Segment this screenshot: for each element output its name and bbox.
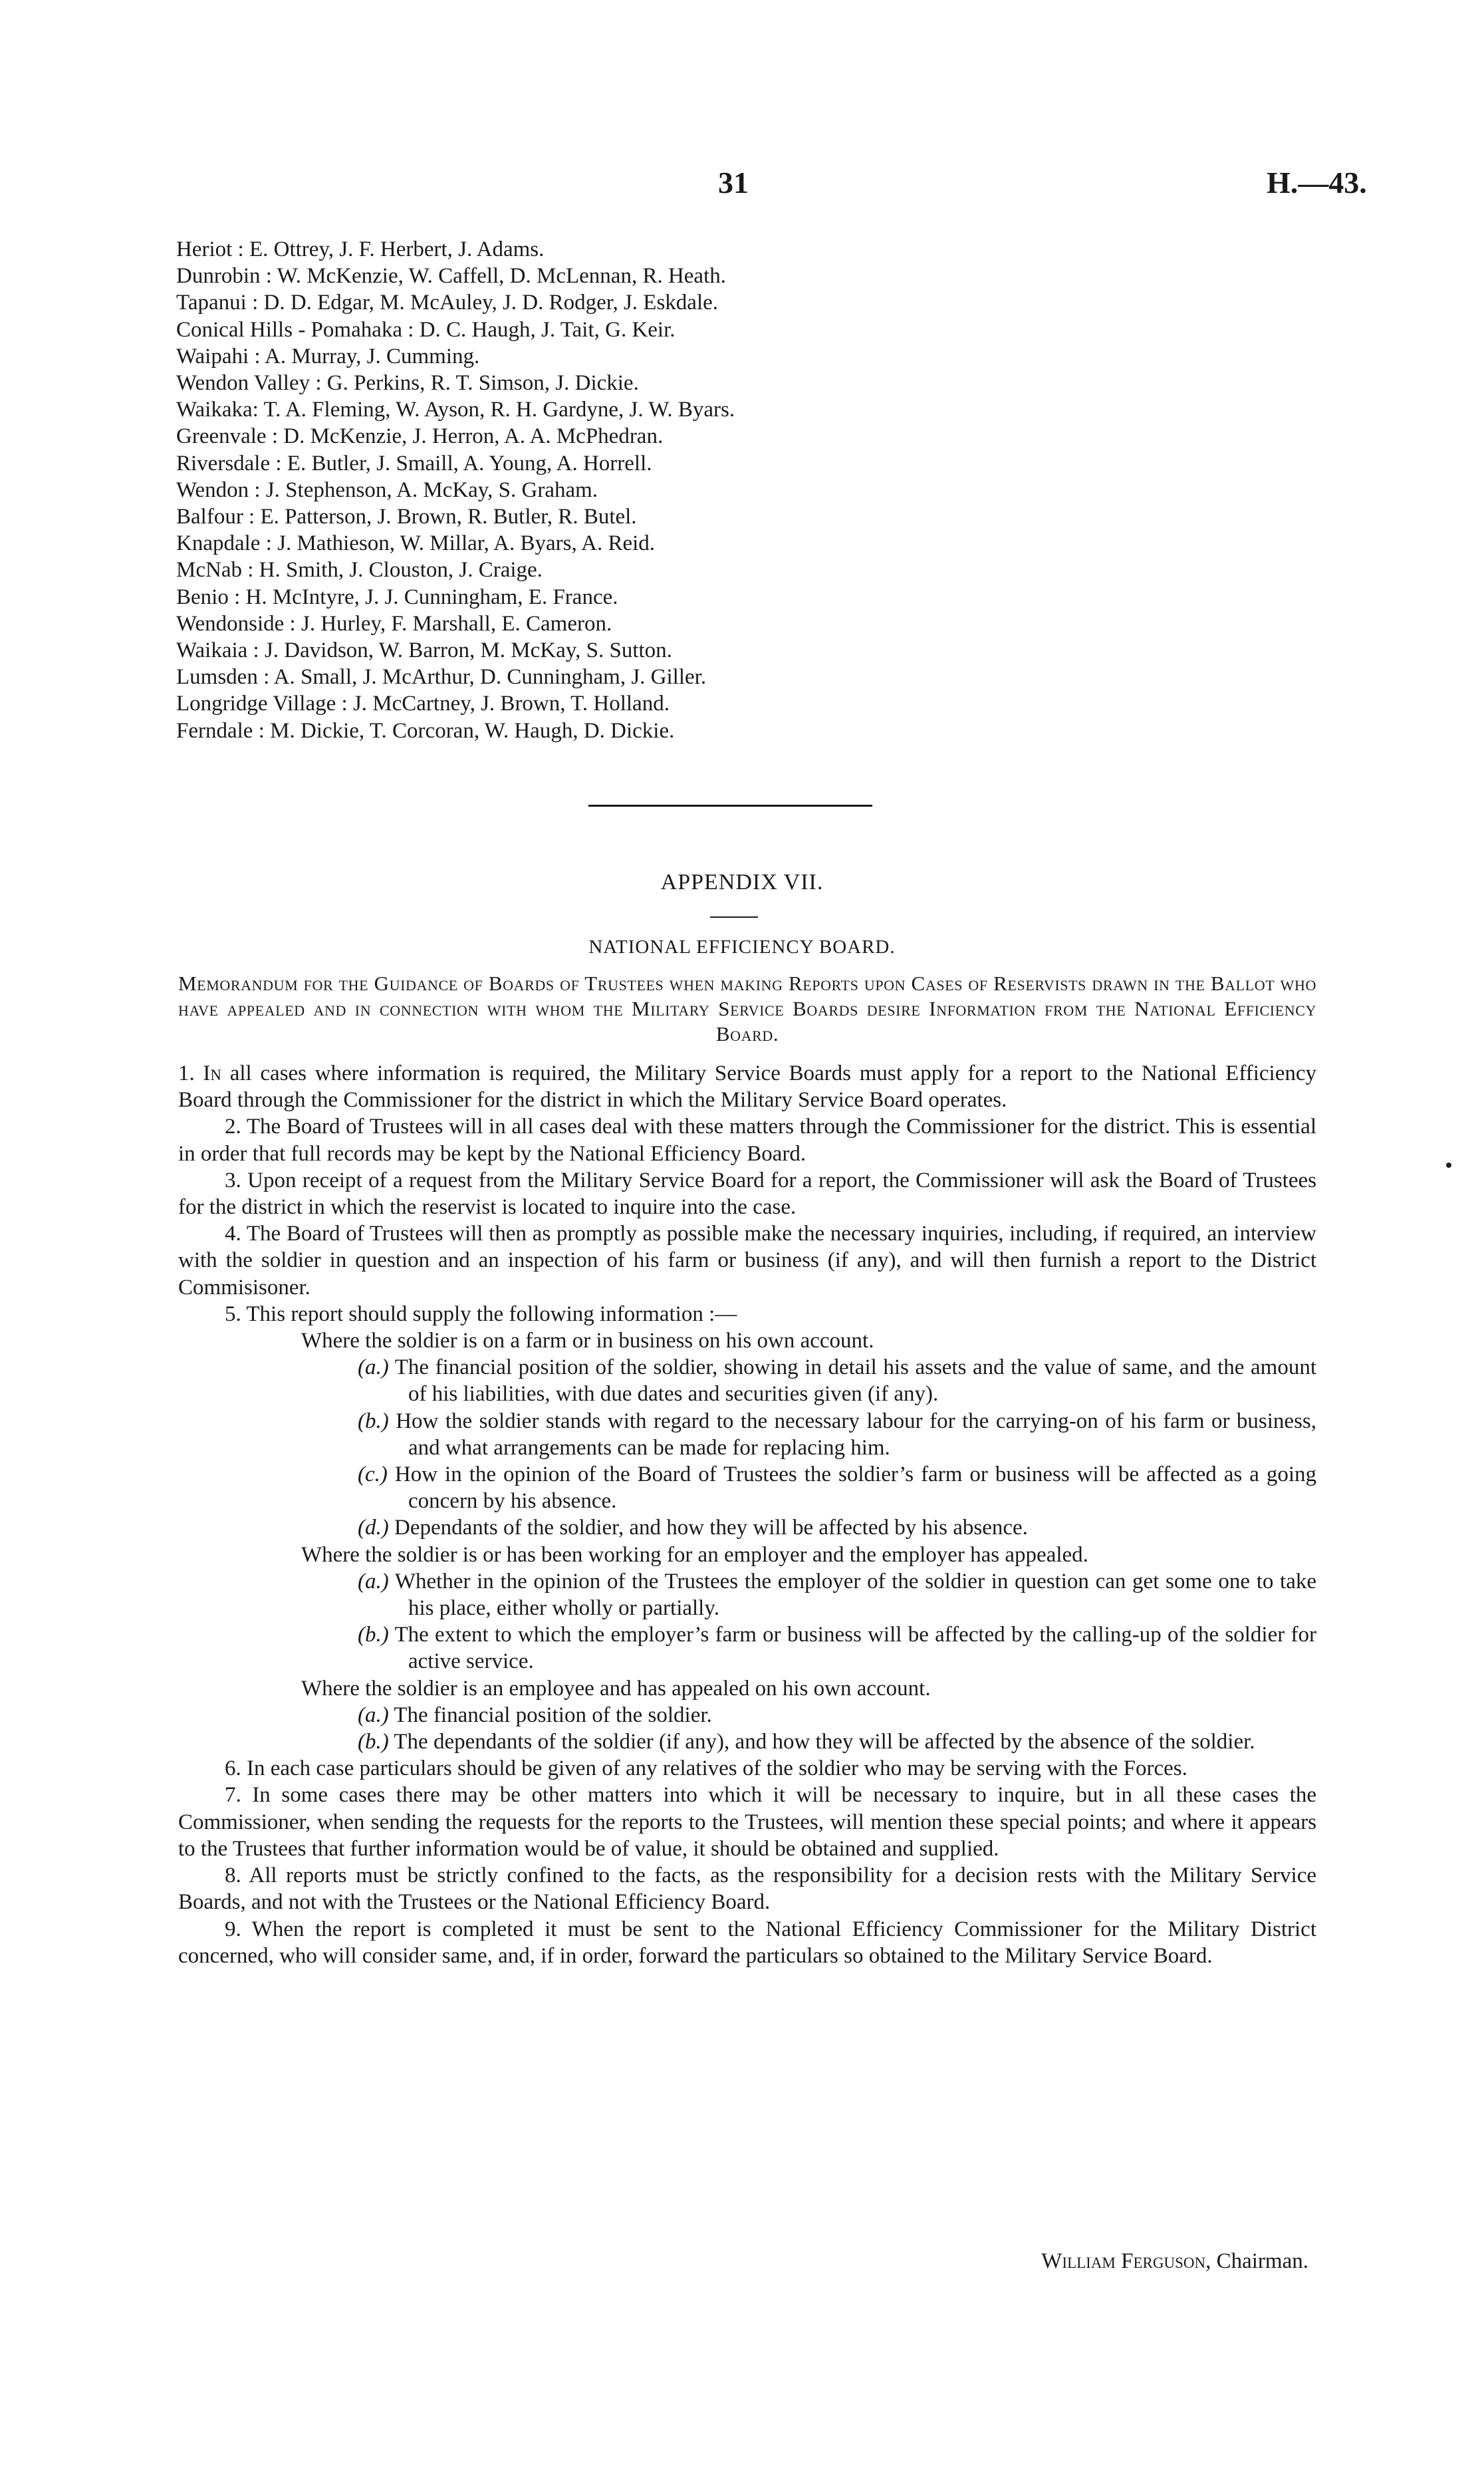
trustee-names: D. D. Edgar, M. McAuley, J. D. Rodger, J. Eskdale. <box>263 291 719 315</box>
trustee-names: J. Mathieson, W. Millar, A. Byars, A. Reid. <box>277 531 656 556</box>
trustee-names: E. Ottrey, J. F. Herbert, J. Adams. <box>249 237 545 261</box>
trustee-names: H. McIntyre, J. J. Cunningham, E. France. <box>245 585 618 609</box>
trustee-names: G. Perkins, R. T. Simson, J. Dickie. <box>326 371 639 396</box>
list-item <box>358 1621 1316 1675</box>
item-text: The financial position of the soldier, showing in detail his assets and the value of same, and the amount of his liabilities, with due dates and securities given (if any). <box>394 1355 1316 1407</box>
trustee-names: D. C. Haugh, J. Tait, G. Keir. <box>419 317 676 342</box>
trustee-row <box>176 317 1306 343</box>
paragraph-9: 9. When the report is completed it must be sent to the National Efficiency Commissioner for the Military District concerned, who will consider same, and, if in order, forward the particulars so obtained to the Military Service Board. <box>178 1917 1316 1968</box>
trustee-names: J. McCartney, J. Brown, T. Holland. <box>352 692 670 716</box>
section-heading: Where the soldier is on a farm or in business on his own account. <box>301 1329 874 1353</box>
trustee-names: M. Dickie, T. Corcoran, W. Haugh, D. Dickie. <box>270 718 675 743</box>
trustee-row <box>176 637 1306 664</box>
item-text: Dependants of the soldier, and how they will be affected by his absence. <box>394 1516 1028 1540</box>
section-heading: Where the soldier is an employee and has appealed on his own account. <box>301 1676 931 1701</box>
district-name: Lumsden : <box>176 665 270 690</box>
trustee-row <box>176 530 1306 557</box>
trustee-row <box>176 690 1306 717</box>
trustees-list <box>176 236 1306 744</box>
trustee-row <box>176 263 1306 289</box>
list-item <box>358 1514 1316 1541</box>
district-name: Waikaka: <box>176 398 259 422</box>
item-text: The dependants of the soldier (if any), and how they will be affected by the absence of the soldier. <box>394 1730 1255 1754</box>
district-name: Conical Hills - Pomahaka : <box>176 317 414 342</box>
item-label: (c.) <box>358 1462 388 1487</box>
trustee-names: T. A. Fleming, W. Ayson, R. H. Gardyne, J. W. Byars. <box>263 398 735 422</box>
district-name: Riversdale : <box>176 451 282 476</box>
section-heading: Where the soldier is or has been working for an employer and the employer has appealed. <box>301 1542 1088 1567</box>
trustee-row <box>176 718 1306 744</box>
district-name: Waipahi : <box>176 344 261 368</box>
list-item <box>358 1728 1316 1755</box>
section-divider <box>588 805 872 807</box>
list-item <box>358 1702 1316 1728</box>
item-label: (b.) <box>358 1409 389 1433</box>
item-label: (a.) <box>358 1703 389 1727</box>
paragraph-lead: 1. In <box>178 1061 222 1085</box>
memorandum-body <box>178 1060 1316 1969</box>
trustee-row <box>176 664 1306 690</box>
trustee-row <box>176 236 1306 263</box>
paragraph-6: 6. In each case particulars should be given of any relatives of the soldier who may be serving with the Forces. <box>225 1756 1187 1781</box>
trustee-row <box>176 557 1306 583</box>
signatory-name: William Ferguson, <box>1041 2249 1211 2273</box>
trustee-names: A. Small, J. McArthur, D. Cunningham, J. Giller. <box>273 665 707 690</box>
list-item <box>358 1568 1316 1621</box>
item-label: (d.) <box>358 1516 389 1540</box>
margin-mark <box>1446 1163 1451 1168</box>
trustee-names: J. Hurley, F. Marshall, E. Cameron. <box>301 611 612 636</box>
memorandum-title: Memorandum for the Guidance of Boards of Trustees when making Reports upon Cases of Reservists drawn in the Ballot who have appealed and in connection with whom the Military Service Boards desire Information from the National Efficiency Board. <box>178 972 1316 1045</box>
district-name: Wendon Valley : <box>176 371 322 396</box>
trustee-names: H. Smith, J. Clouston, J. Craige. <box>259 558 543 583</box>
trustee-row <box>176 477 1306 503</box>
item-label: (b.) <box>358 1730 389 1754</box>
trustee-row <box>176 450 1306 477</box>
district-name: Heriot : <box>176 237 244 261</box>
document-reference: H.—43. <box>1267 166 1367 200</box>
trustee-row <box>176 396 1306 423</box>
trustee-row <box>176 423 1306 450</box>
district-name: Greenvale : <box>176 424 278 449</box>
district-name: Ferndale : <box>176 718 265 743</box>
list-item <box>358 1408 1316 1461</box>
paragraph-5: 5. This report should supply the following information :— <box>225 1302 737 1326</box>
trustee-names: E. Patterson, J. Brown, R. Butler, R. Butel. <box>260 505 637 529</box>
trustee-names: J. Davidson, W. Barron, M. McKay, S. Sutton. <box>264 638 672 663</box>
signature <box>903 2249 1308 2274</box>
paragraph-8: 8. All reports must be strictly confined to the facts, as the responsibility for a decision rests with the Military Service Boards, and not with the Trustees or the National Efficiency Board. <box>178 1863 1316 1915</box>
district-name: McNab : <box>176 558 254 583</box>
title-underline <box>710 916 758 918</box>
district-name: Waikaia : <box>176 638 259 663</box>
board-title: NATIONAL EFFICIENCY BOARD. <box>588 936 896 958</box>
trustee-row <box>176 503 1306 530</box>
paragraph-3: 3. Upon receipt of a request from the Military Service Board for a report, the Commissioner will ask the Board of Trustees for the district in which the reservist is located to inquire into the case. <box>178 1168 1316 1220</box>
trustee-names: J. Stephenson, A. McKay, S. Graham. <box>265 478 598 502</box>
item-label: (a.) <box>358 1355 389 1380</box>
trustee-row <box>176 343 1306 370</box>
item-text: How in the opinion of the Board of Trustees the soldier’s farm or business will be affected as a going concern by his absence. <box>394 1462 1317 1514</box>
page-number: 31 <box>718 166 749 200</box>
paragraph-7: 7. In some cases there may be other matters into which it will be necessary to inquire, but in all these cases the Commissioner, when sending the requests for the reports to the Trustees, will mention these special points; and where it appears to the Trustees that further information would be of value, it should be obtained and supplied. <box>178 1783 1316 1861</box>
district-name: Wendon : <box>176 478 261 502</box>
list-item <box>358 1354 1316 1407</box>
item-text: Whether in the opinion of the Trustees the employer of the soldier in question can get some one to take his place, either wholly or partially. <box>394 1569 1317 1621</box>
trustee-row <box>176 584 1306 611</box>
district-name: Benio : <box>176 585 241 609</box>
trustee-names: W. McKenzie, W. Caffell, D. McLennan, R. Heath. <box>277 264 726 289</box>
item-label: (a.) <box>358 1569 389 1593</box>
paragraph-text: all cases where information is required, the Military Service Boards must apply for a report to the National Efficiency Board through the Commissioner for the district in which the Military Service Board operates. <box>178 1061 1317 1113</box>
paragraph-4: 4. The Board of Trustees will then as promptly as possible make the necessary inquiries, including, if required, an interview with the soldier in question and an inspection of his farm or business (if any), and will then furnish a report to the District Commisisoner. <box>178 1222 1316 1300</box>
district-name: Wendonside : <box>176 611 296 636</box>
district-name: Knapdale : <box>176 531 272 556</box>
trustee-row <box>176 611 1306 637</box>
district-name: Balfour : <box>176 505 255 529</box>
district-name: Dunrobin : <box>176 264 272 289</box>
item-label: (b.) <box>358 1623 389 1647</box>
item-text: The extent to which the employer’s farm or business will be affected by the calling-up of the soldier for active service. <box>394 1623 1317 1674</box>
item-text: The financial position of the soldier. <box>394 1703 712 1727</box>
appendix-title: APPENDIX VII. <box>660 870 824 895</box>
trustee-names: A. Murray, J. Cumming. <box>265 344 480 368</box>
item-text: How the soldier stands with regard to the necessary labour for the carrying-on of his farm or business, and what arrangements can be made for replacing him. <box>396 1409 1316 1460</box>
trustee-row <box>176 370 1306 396</box>
trustee-names: D. McKenzie, J. Herron, A. A. McPhedran. <box>283 424 664 449</box>
paragraph-1 <box>178 1060 1316 1113</box>
district-name: Tapanui : <box>176 291 259 315</box>
signatory-title: Chairman. <box>1211 2249 1308 2273</box>
trustee-names: E. Butler, J. Smaill, A. Young, A. Horrell. <box>287 451 652 476</box>
trustee-row <box>176 289 1306 316</box>
paragraph-2: 2. The Board of Trustees will in all cases deal with these matters through the Commissioner for the district. This is essential in order that full records may be kept by the National Efficiency Board. <box>178 1115 1316 1166</box>
list-item <box>358 1461 1316 1514</box>
district-name: Longridge Village : <box>176 692 348 716</box>
